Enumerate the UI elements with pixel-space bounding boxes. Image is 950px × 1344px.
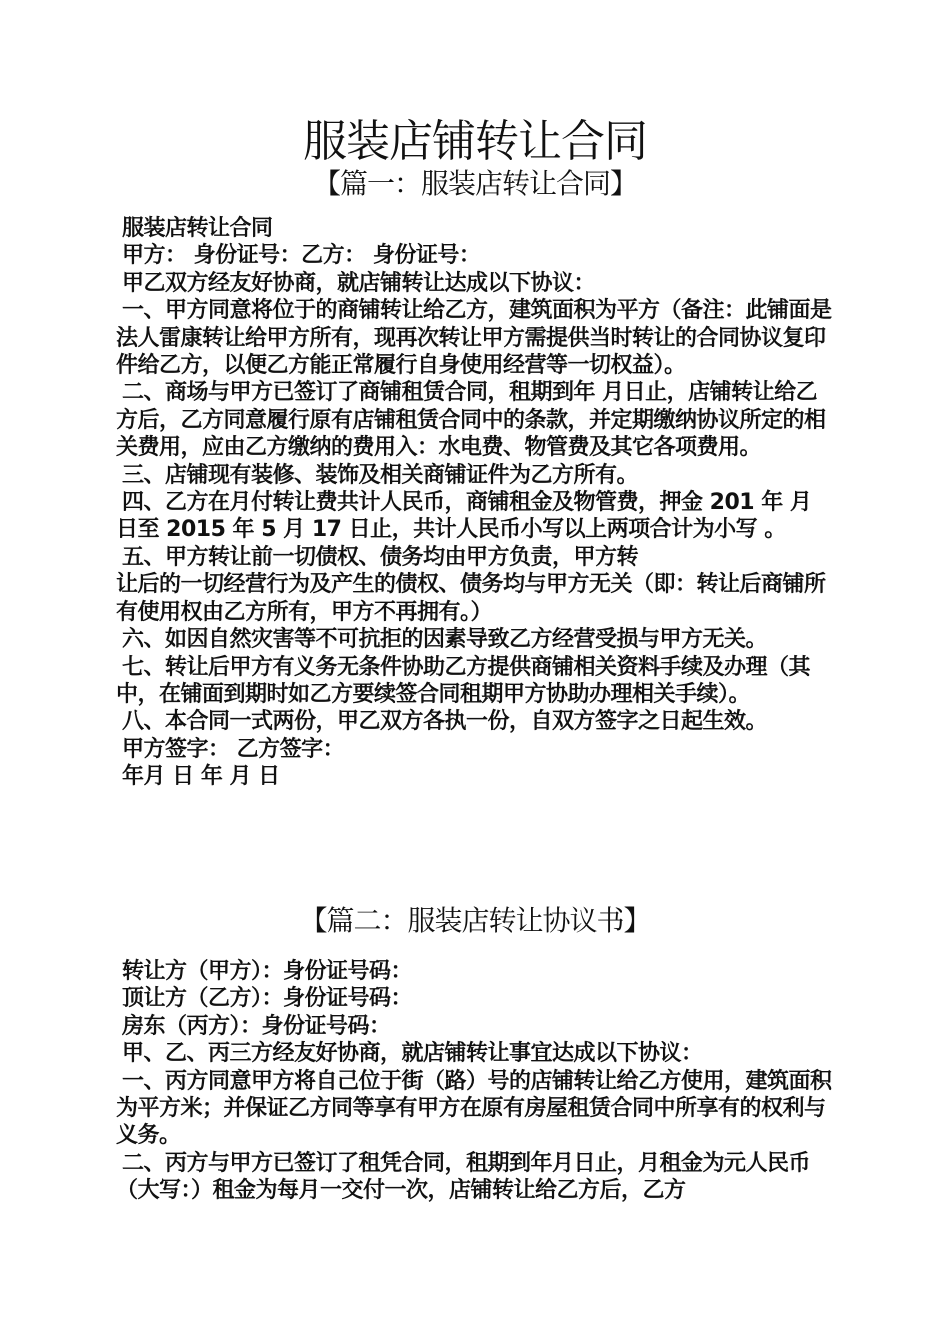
part2-heading: 【篇二：服装店转让协议书】 xyxy=(299,904,651,937)
part1-line-5: 三、店铺现有装修、装饰及相关商铺证件为乙方所有。 xyxy=(122,462,639,488)
part1-line-7: 五、甲方转让前一切债权、债务均由甲方负责，甲方转 xyxy=(122,544,639,570)
part1-line-12: 甲方签字： 乙方签字： xyxy=(122,736,345,762)
part1-line-4: 二、商场与甲方已签订了商铺租赁合同，租期到年 月日止，店铺转让给乙方后，乙方同意履行原有店铺租赁合同中的条款，并定期缴纳协议所定的相关费用，应由乙方缴纳的费用入：水电费、物管费及其它各项费用。 xyxy=(116,380,826,461)
part1-line-11: 八、本合同一式两份，甲乙双方各执一份，自双方签字之日起生效。 xyxy=(122,709,768,735)
part2-line-0: 转让方（甲方）：身份证号码： xyxy=(122,959,413,984)
part1-line-1: 甲方： 身份证号：乙方： 身份证号： xyxy=(122,243,481,269)
part1-line-3: 一、甲方同意将位于的商铺转让给乙方，建筑面积为平方（备注：此铺面是法人雷康转让给甲方所有，现再次转让甲方需提供当时转让的合同协议复印件给乙方，以便乙方能正常履行自身使用经营等一切权益）。 xyxy=(116,298,832,379)
part1-line-13: 年月 日 年 月 日 xyxy=(122,764,280,790)
part2-line-1: 顶让方（乙方）：身份证号码： xyxy=(122,986,413,1012)
part2-line-3: 甲、乙、丙三方经友好协商，就店铺转让事宜达成以下协议： xyxy=(122,1041,703,1067)
part2-line-5: 二、丙方与甲方已签订了租凭合同，租期到年月日止，月租金为元人民币（大写：）租金为每月一交付一次，店铺转让给乙方后，乙方 xyxy=(116,1150,811,1204)
part1-line-0: 服装店转让合同 xyxy=(122,216,273,241)
part1-body xyxy=(116,215,838,791)
part1-line-2: 甲乙双方经友好协商，就店铺转让达成以下协议： xyxy=(122,270,596,296)
document-title: 服装店铺转让合同 xyxy=(303,116,647,167)
part1-line-8: 让后的一切经营行为及产生的债权、债务均与甲方无关（即：转让后商铺所有使用权由乙方所有，甲方不再拥有。） xyxy=(116,572,826,625)
part1-line-6: 四、乙方在月付转让费共计人民币，商铺租金及物管费，押金 201 年 月 日至 2015 年 5 月 17 日止，共计人民币小写以上两项合计为小写 。 xyxy=(116,490,812,543)
part2-line-4: 一、丙方同意甲方将自己位于街（路）号的店铺转让给乙方使用，建筑面积为平方米；并保证乙方同等享有甲方在原有房屋租赁合同中所享有的权利与义务。 xyxy=(116,1068,832,1149)
part1-line-9: 六、如因自然灾害等不可抗拒的因素导致乙方经营受损与甲方无关。 xyxy=(122,627,768,653)
part1-heading: 【篇一：服装店转让合同】 xyxy=(312,167,637,200)
part1-line-10: 七、转让后甲方有义务无条件协助乙方提供商铺相关资料手续及办理（其中，在铺面到期时如乙方要续签合同租期甲方协助办理相关手续）。 xyxy=(116,654,811,707)
part2-body xyxy=(116,958,838,1205)
part2-line-2: 房东（丙方）：身份证号码： xyxy=(122,1013,391,1039)
